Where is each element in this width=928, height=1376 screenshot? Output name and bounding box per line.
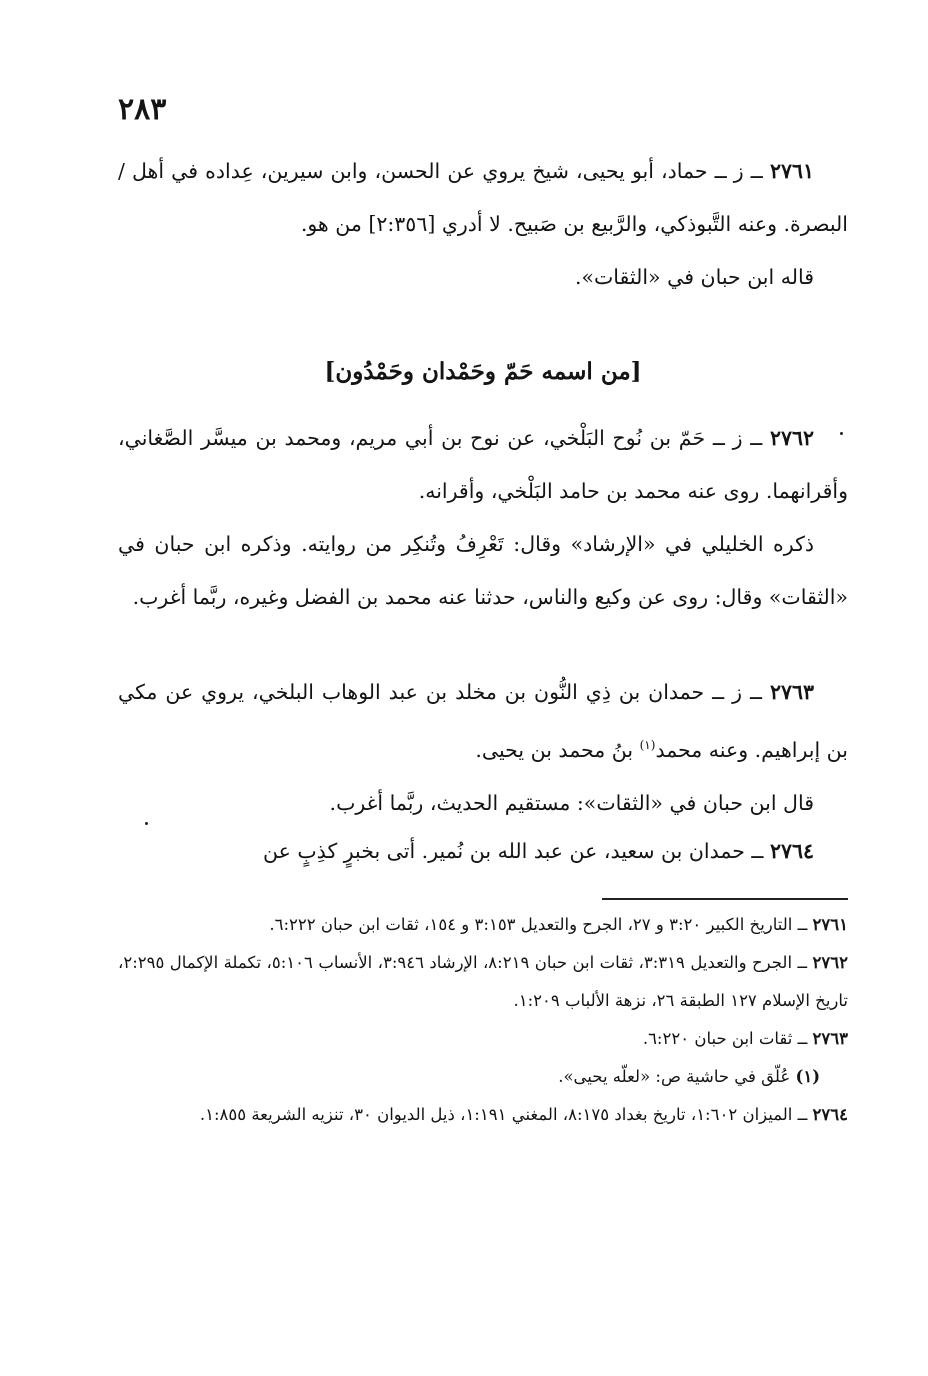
footnote-2764 [118, 1096, 848, 1134]
footnote-number: ٢٧٦٤ [812, 1105, 848, 1124]
footnote-text: ــ الميزان ١:٦٠٢، تاريخ بغداد ٨:١٧٥، المغني ١:١٩١، ذيل الديوان ٣٠، تنزيه الشريعة ١:٨٥٥. [199, 1105, 808, 1124]
footnote-text: ــ ثقات ابن حبان ٦:٢٢٠. [642, 1029, 808, 1048]
entry-text-continued: بنُ محمد بن يحيى. [475, 737, 640, 762]
footnote-reference: (١) [639, 738, 656, 752]
stray-dot [145, 822, 148, 825]
entry-text: ــ ز ــ حمدان بن ذِي النُّون بن مخلد بن عبد الوهاب البلخي، يروي عن مكي بن إبراهيم. وعنه محمد [118, 680, 848, 762]
entry-2764 [118, 825, 848, 878]
page-number: ٢٨٣ [118, 92, 167, 127]
footnote-number: (١) [795, 1067, 820, 1086]
entry-2762 [118, 412, 848, 624]
footnote-2762 [118, 944, 848, 1020]
entry-number: ٢٧٦٣ [769, 680, 814, 704]
footnotes [118, 906, 848, 1134]
entry-2761-paragraph [118, 145, 848, 251]
footnote-number: ٢٧٦٣ [812, 1029, 848, 1048]
footnote-2761 [118, 906, 848, 944]
entry-text: ــ ز ــ حَمّ بن نُوح البَلْخي، عن نوح بن أبي مريم، ومحمد بن ميسَّر الصَّغاني، وأقرانهما. روى عنه محمد بن حامد البَلْخي، وأقرانه. [118, 426, 848, 503]
entry-2763 [118, 666, 848, 830]
footnote-text: ــ التاريخ الكبير ٣:٢٠ و ٢٧، الجرح والتعديل ٣:١٥٣ و ١٥٤، ثقات ابن حبان ٦:٢٢٢. [269, 915, 808, 934]
entry-2762-paragraph [118, 412, 848, 518]
entry-2762-note: ذكره الخليلي في «الإرشاد» وقال: تَعْرِفُ وتُنكِر من روايته. وذكره ابن حبان في «الثقات» وقال: روى عن وكيع والناس، حدثنا عنه محمد بن الفضل وغيره، ربَّما أغرب. [118, 532, 848, 609]
footnote-text: ــ الجرح والتعديل ٣:٣١٩، ثقات ابن حبان ٨:٢١٩، الإرشاد ٣:٩٤٦، الأنساب ٥:١٠٦، تكملة الإكمال ٢:٢٩٥، تاريخ الإسلام ١٢٧ الطبقة ٢٦، نزهة الألباب ١:٢٠٩. [118, 953, 848, 1010]
footnote-margin-note [118, 1058, 848, 1096]
entry-text: ــ ز ــ حماد، أبو يحيى، شيخ يروي عن الحسن، وابن سيرين، عِداده في أهل / البصرة. وعنه التَّبوذكي، والرَّبيع بن صَبيح. لا أدري [٢:٣٥٦] من هو. [118, 159, 848, 236]
footnote-2763 [118, 1020, 848, 1058]
footnote-text: عُلّق في حاشية ص: «لعلّه يحيى». [558, 1067, 791, 1086]
entry-text: ــ حمدان بن سعيد، عن عبد الله بن نُمير. أتى بخبرٍ كذِبٍ عن [263, 839, 764, 863]
footnote-number: ٢٧٦٢ [812, 953, 848, 972]
entry-number: ٢٧٦١ [769, 159, 814, 183]
entry-2761 [118, 145, 848, 304]
entry-2764-paragraph [118, 825, 848, 878]
entry-2763-paragraph [118, 666, 848, 777]
margin-mark [840, 432, 843, 435]
footnote-number: ٢٧٦١ [812, 915, 848, 934]
entry-number: ٢٧٦٢ [769, 426, 814, 450]
entry-2763-note: قال ابن حبان في «الثقات»: مستقيم الحديث، ربَّما أغرب. [329, 790, 814, 815]
entry-2761-note: قاله ابن حبان في «الثقات». [574, 265, 814, 289]
footnote-separator [602, 898, 848, 900]
section-heading: [من اسمه حَمّ وحَمْدان وحَمْدُون] [324, 358, 642, 385]
entry-number: ٢٧٦٤ [769, 839, 814, 863]
